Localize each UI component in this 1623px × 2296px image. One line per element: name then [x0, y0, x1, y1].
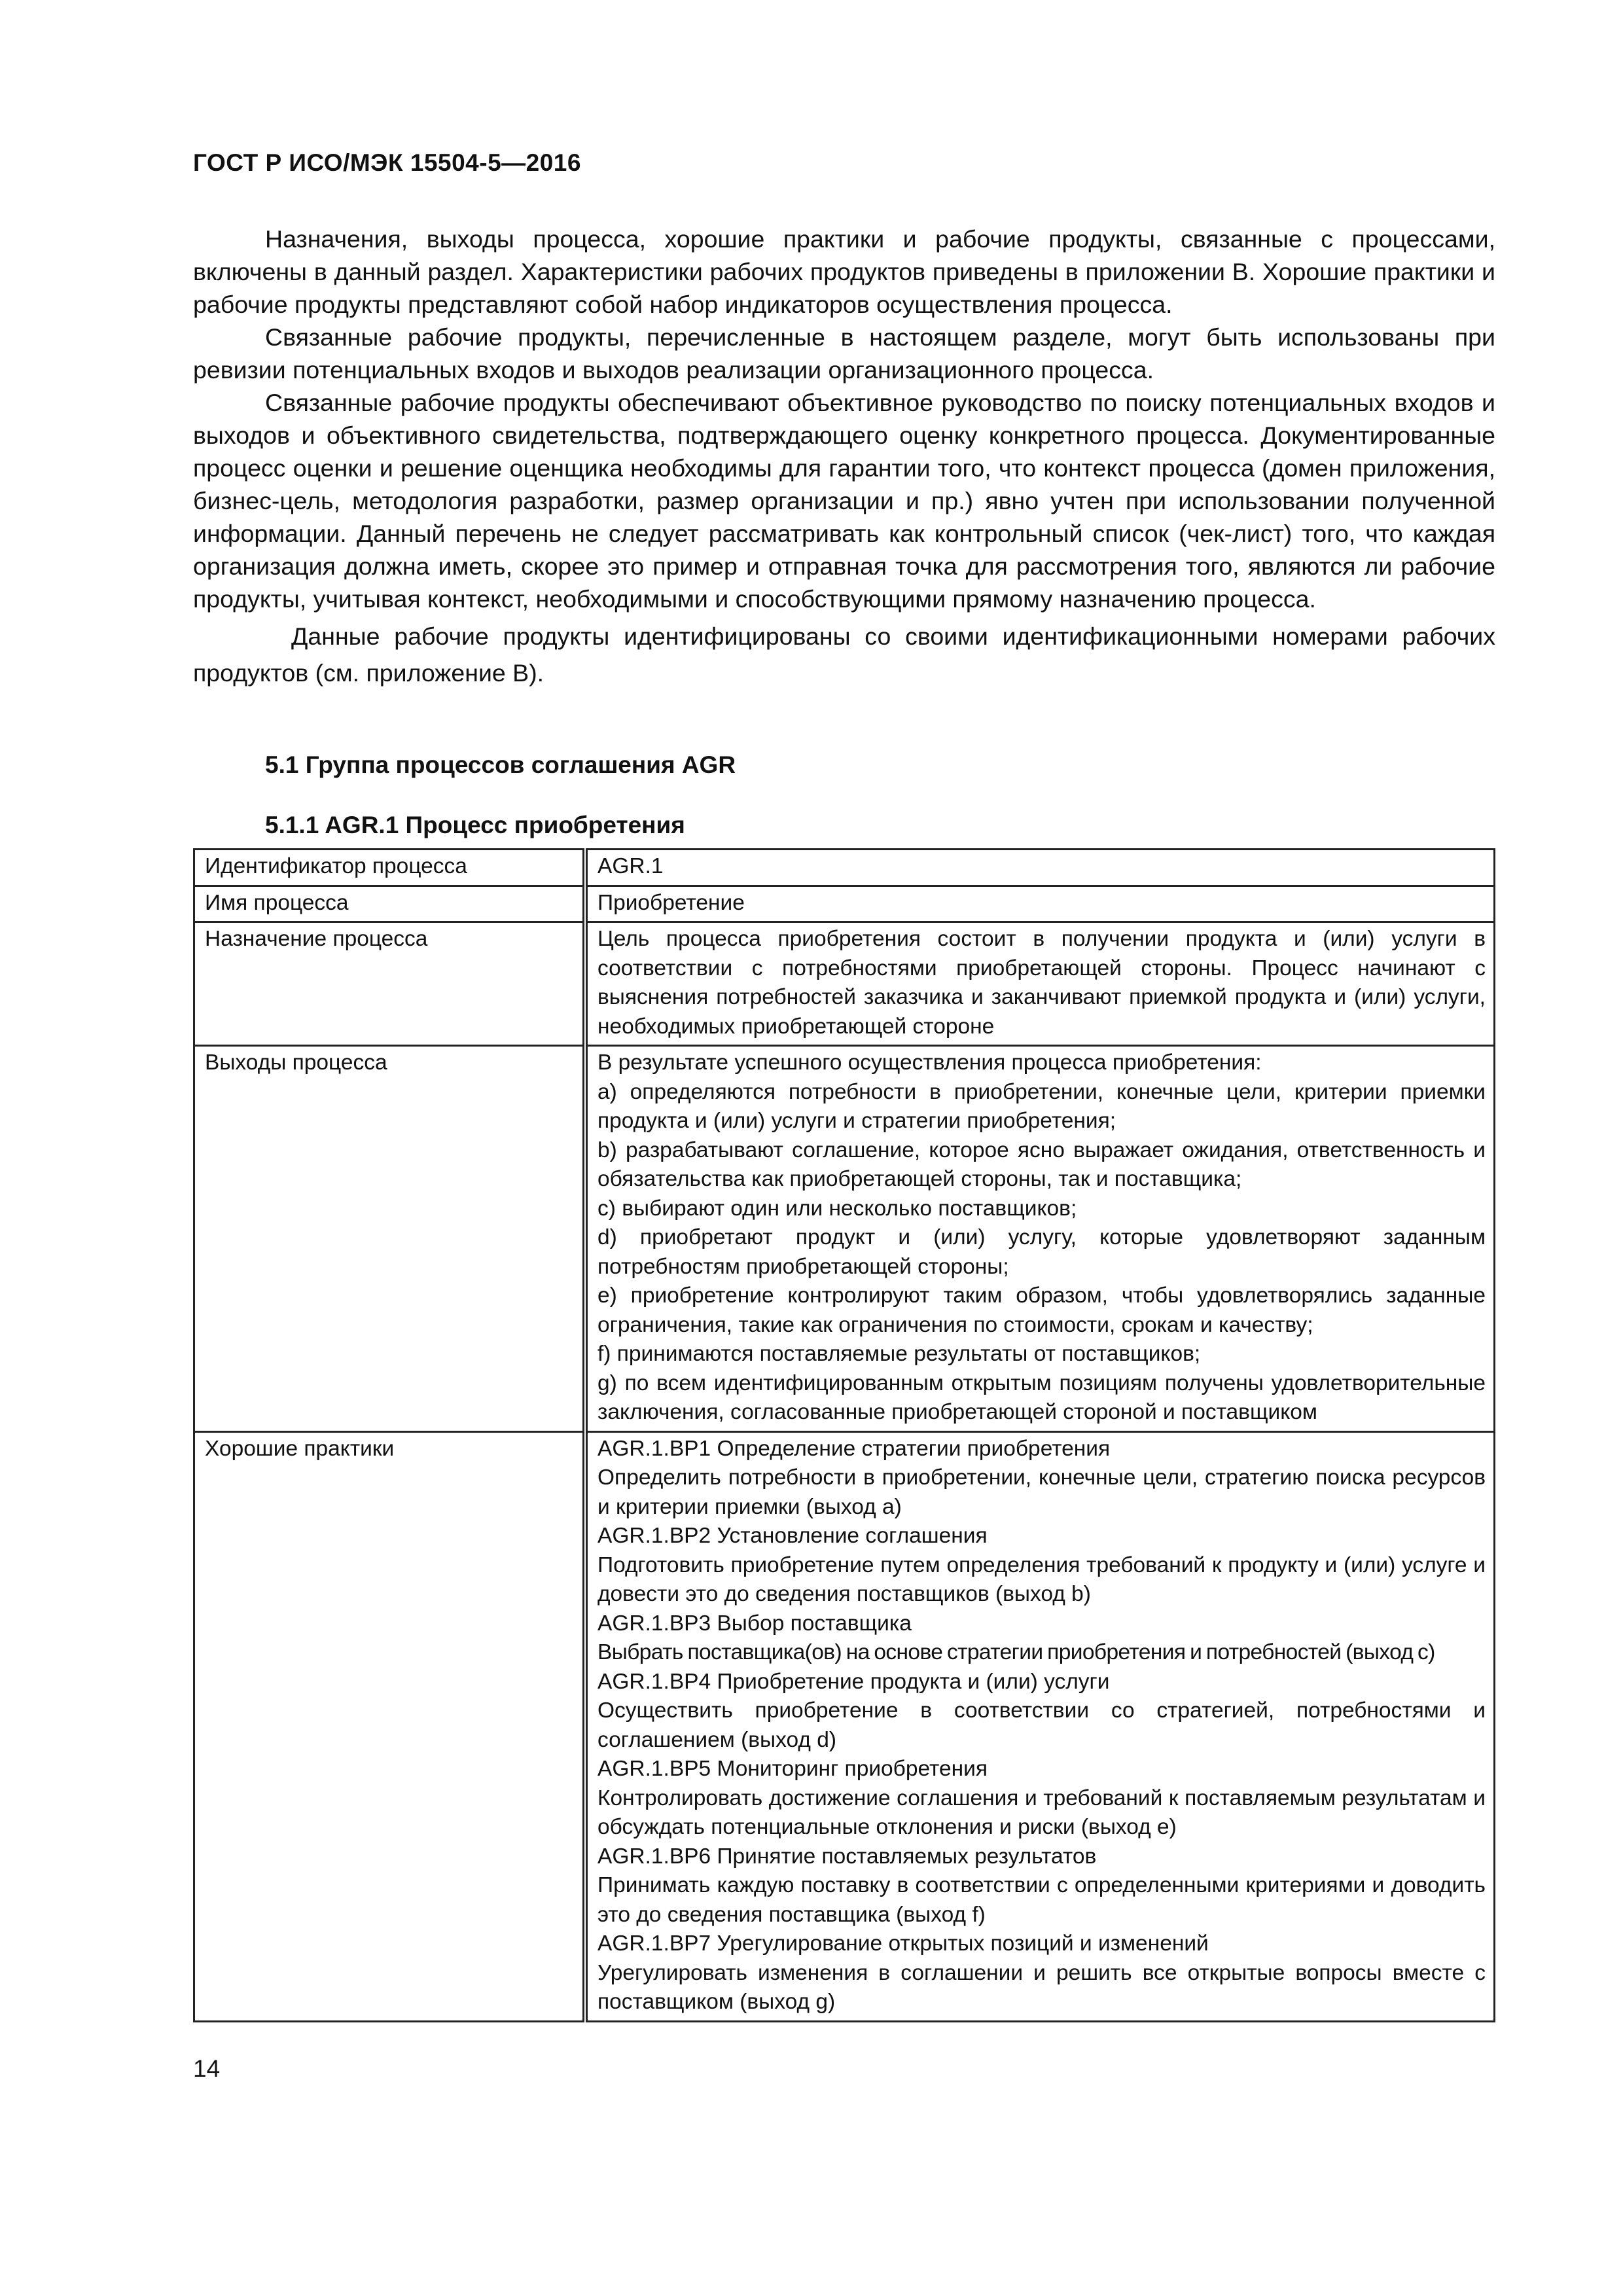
content-line: В результате успешного осуществления процесса приобретения: — [597, 1050, 1262, 1075]
row-content — [585, 1046, 1495, 1432]
table-row — [194, 1431, 1495, 2021]
section-heading: 5.1 Группа процессов соглашения AGR — [265, 751, 736, 778]
intro-paragraph: Связанные рабочие продукты обеспечивают объективное руководство по поиску потенциальных входов и выходов и объективного свидетельства, подтверждающего оценку конкретного процесса. Документированные процесс оценки и решение оценщика необходимы для гарантии того, что контекст процесса (домен приложения, бизнес-цель, методология разработки, размер организации и пр.) явно учтен при использовании полученной информации. Данный перечень не следует рассматривать как контрольный список (чек-лист) того, что каждая организация должна иметь, скорее это пример и отправная точка для рассмотрения того, являются ли рабочие продукты, учитывая контекст, необходимыми и способствующими прямому назначению процесса. — [193, 389, 1495, 613]
content-line: Принимать каждую поставку в соответствии с определенными критериями и доводить это до сведения поставщика (выход f) — [597, 1873, 1486, 1927]
content-line: AGR.1.BP4 Приобретение продукта и (или) услуги — [597, 1669, 1110, 1694]
content-line: а) определяются потребности в приобретении, конечные цели, критерии приемки продукта и (или) услуги и стратегии приобретения; — [597, 1079, 1486, 1133]
intro-text — [193, 223, 1495, 691]
row-content — [585, 922, 1495, 1046]
content-line: Контролировать достижение соглашения и требований к поставляемым результатам и обсуждать потенциальные отклонения и риски (выход е) — [597, 1785, 1486, 1839]
subsection-heading: 5.1.1 AGR.1 Процесс приобретения — [265, 812, 685, 838]
content-line: AGR.1.BP1 Определение стратегии приобретения — [597, 1436, 1111, 1461]
document-header: ГОСТ Р ИСО/МЭК 15504-5—2016 — [193, 149, 581, 176]
row-label: Имя процесса — [194, 886, 586, 922]
content-line: e) приобретение контролируют таким образом, чтобы удовлетворялись заданные ограничения, такие как ограничения по стоимости, срокам и качеству; — [597, 1283, 1486, 1337]
content-line: AGR.1.BP6 Принятие поставляемых результатов — [597, 1844, 1097, 1869]
content-line: b) разрабатывают соглашение, которое ясно выражает ожидания, ответственность и обязательства как приобретающей стороны, так и поставщика; — [597, 1138, 1486, 1191]
intro-paragraph: Связанные рабочие продукты, перечисленные в настоящем разделе, могут быть использованы при ревизии потенциальных входов и выходов реализации организационного процесса. — [193, 323, 1495, 384]
table-row — [194, 922, 1495, 1046]
content-line: d) приобретают продукт и (или) услугу, которые удовлетворяют заданным потребностям приобретающей стороны; — [597, 1225, 1486, 1279]
table-row — [194, 886, 1495, 922]
content-line: g) по всем идентифицированным открытым позициям получены удовлетворительные заключения, согласованные приобретающей стороной и поставщиком — [597, 1371, 1486, 1424]
table-row — [194, 850, 1495, 886]
intro-paragraph: Назначения, выходы процесса, хорошие практики и рабочие продукты, связанные с процессами, включены в данный раздел. Характеристики рабочих продуктов приведены в приложении В. Хорошие практики и рабочие продукты представляют собой набор индикаторов осуществления процесса. — [193, 225, 1495, 318]
row-content — [585, 886, 1495, 922]
content-line: c) выбирают один или несколько поставщиков; — [597, 1196, 1077, 1221]
content-line: AGR.1.BP3 Выбор поставщика — [597, 1611, 912, 1636]
content-line: AGR.1.BP7 Урегулирование открытых позиций и изменений — [597, 1931, 1209, 1956]
content-line: Подготовить приобретение путем определения требований к продукту и (или) услуге и довести это до сведения поставщиков (выход b) — [597, 1552, 1486, 1606]
content-line: Выбрать поставщика(ов) на основе стратегии приобретения и потребностей (выход с) — [597, 1640, 1435, 1664]
table-row — [194, 1046, 1495, 1432]
row-content — [585, 850, 1495, 886]
content-line: Цель процесса приобретения состоит в получении продукта и (или) услуги в соответствии с потребностями приобретающей стороны. Процесс начинают с выяснения потребностей заказчика и заканчивают приемкой продукта и (или) услуги, необходимых приобретающей стороне — [597, 927, 1486, 1039]
row-label: Хорошие практики — [194, 1431, 586, 2021]
row-label: Выходы процесса — [194, 1046, 586, 1432]
content-line: AGR.1.BP2 Установление соглашения — [597, 1524, 988, 1548]
content-line: AGR.1.BP5 Мониторинг приобретения — [597, 1757, 988, 1781]
row-label: Идентификатор процесса — [194, 850, 586, 886]
content-line: f) принимаются поставляемые результаты от поставщиков; — [597, 1342, 1201, 1366]
content-line: Определить потребности в приобретении, конечные цели, стратегию поиска ресурсов и критерии приемки (выход а) — [597, 1465, 1486, 1519]
content-line: Осуществить приобретение в соответствии со стратегией, потребностями и соглашением (выход d) — [597, 1698, 1486, 1752]
page-number: 14 — [193, 2055, 221, 2082]
content-line: Приобретение — [597, 890, 745, 915]
content-line: AGR.1 — [597, 854, 664, 878]
intro-paragraph: Данные рабочие продукты идентифицированы со своими идентификационными номерами рабочих продуктов (см. приложение В). — [193, 622, 1495, 687]
process-table — [193, 848, 1495, 2022]
row-label: Назначение процесса — [194, 922, 586, 1046]
content-line: Урегулировать изменения в соглашении и решить все открытые вопросы вместе с поставщиком (выход g) — [597, 1960, 1486, 2014]
row-content — [585, 1431, 1495, 2021]
